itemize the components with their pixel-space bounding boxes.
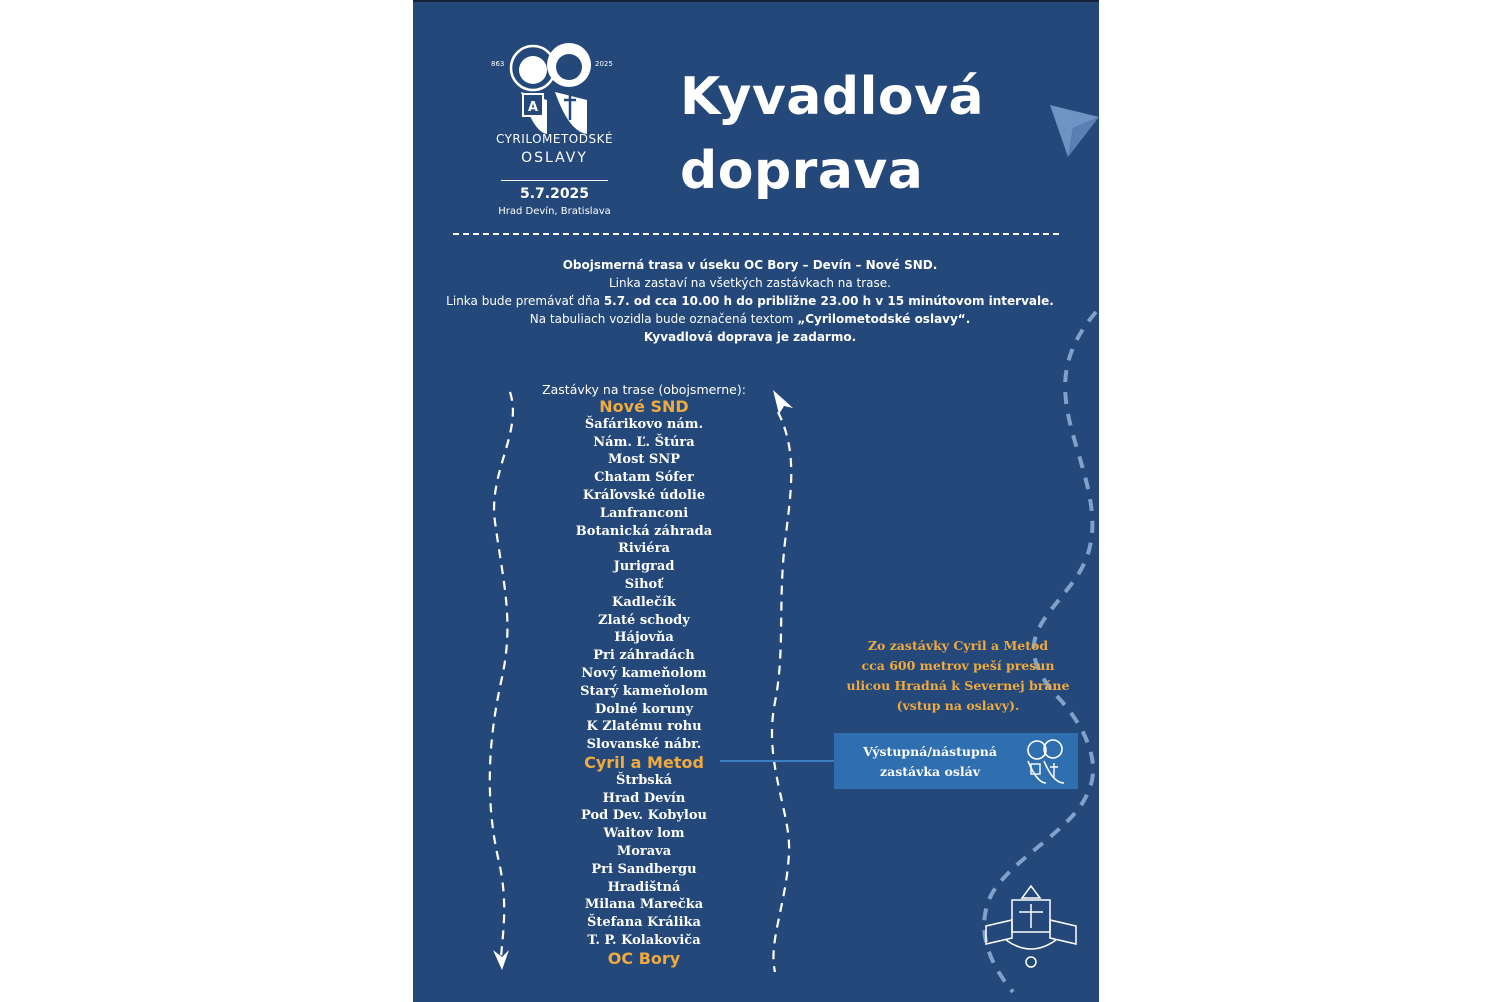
logo-place: Hrad Devín, Bratislava bbox=[498, 206, 611, 217]
stop-item: Starý kameňolom bbox=[580, 683, 708, 699]
logo-name-line1: CYRILOMETODSKÉ bbox=[495, 132, 614, 146]
boarding-text bbox=[842, 742, 1018, 782]
stop-item: Štefana Králika bbox=[587, 915, 701, 931]
stop-item: Milana Marečka bbox=[584, 897, 704, 913]
boarding-stop-box bbox=[834, 733, 1078, 789]
info-free: Kyvadlová doprava je zadarmo. bbox=[643, 330, 857, 344]
stop-item: Most SNP bbox=[608, 452, 680, 468]
logo-name-line2: OSLAVY bbox=[521, 150, 588, 166]
stop-item: Slovanské nábr. bbox=[586, 737, 702, 753]
stop-item: Riviéra bbox=[618, 541, 670, 557]
info-route: Obojsmerná trasa v úseku OC Bory – Devín – Nové SND. bbox=[562, 258, 938, 272]
stop-item: Jurigrad bbox=[613, 559, 675, 575]
stop-item: Nové SND bbox=[599, 397, 689, 416]
left-route-path bbox=[490, 392, 513, 957]
stop-item: Nám. Ľ. Štúra bbox=[593, 434, 695, 450]
title-line2: doprava bbox=[680, 141, 924, 201]
stop-item: Štrbská bbox=[615, 772, 673, 788]
stop-item: Cyril a Metod bbox=[584, 752, 704, 772]
right-route-path bbox=[772, 412, 791, 972]
stop-item: Chatam Sófer bbox=[594, 470, 694, 486]
church-emblem-icon bbox=[982, 882, 1080, 972]
stop-item: Šafárikovo nám. bbox=[584, 416, 704, 432]
stops-heading: Zastávky na trase (obojsmerne): bbox=[542, 382, 746, 397]
stop-item: Pri Sandbergu bbox=[591, 861, 697, 877]
stop-item: Pri záhradách bbox=[593, 648, 695, 664]
info-signage-prefix: Na tabuliach vozidla bude označená textom bbox=[529, 312, 798, 326]
stop-item: Hájovňa bbox=[614, 630, 674, 646]
stop-item: Morava bbox=[616, 843, 672, 859]
logo-date: 5.7.2025 bbox=[519, 186, 590, 202]
info-signage bbox=[420, 310, 1080, 328]
walk-note-line4: (vstup na oslavy). bbox=[896, 698, 1020, 713]
info-signage-text: „Cyrilometodské oslavy“. bbox=[797, 312, 971, 326]
info-schedule-prefix: Linka bude premávať dňa bbox=[446, 294, 604, 308]
stop-item: Nový kameňolom bbox=[581, 665, 707, 681]
boarding-line1: Výstupná/nástupná bbox=[863, 744, 997, 759]
stop-item: Pod Dev. Kobylou bbox=[581, 808, 707, 824]
route-info bbox=[420, 256, 1080, 346]
stop-item: T. P. Kolakoviča bbox=[587, 932, 701, 948]
stop-item: Hradištná bbox=[607, 879, 681, 895]
title-line1: Kyvadlová bbox=[680, 67, 985, 127]
stop-item: Hrad Devín bbox=[602, 790, 686, 806]
boarding-line2: zastávka osláv bbox=[880, 764, 980, 779]
dashed-divider bbox=[453, 233, 1059, 235]
stop-item: Kadlečík bbox=[612, 594, 676, 610]
walk-note bbox=[830, 636, 1086, 716]
stop-item: Sihoť bbox=[624, 576, 664, 592]
saints-small-icon bbox=[1020, 737, 1070, 785]
stop-item: K Zlatému rohu bbox=[586, 719, 702, 735]
stop-item: Waitov lom bbox=[603, 826, 685, 842]
page-title bbox=[680, 60, 1010, 208]
stop-item: Dolné koruny bbox=[594, 701, 694, 717]
walk-note-line1: Zo zastávky Cyril a Metod bbox=[867, 638, 1049, 653]
poster bbox=[413, 0, 1099, 1002]
info-schedule bbox=[420, 292, 1080, 310]
logo-year-start: 863 bbox=[491, 60, 505, 68]
svg-text:A: A bbox=[528, 100, 539, 115]
stop-item: Lanfranconi bbox=[599, 505, 689, 521]
festival-logo bbox=[487, 40, 622, 220]
stop-connector-line bbox=[720, 760, 835, 762]
up-arrow-icon bbox=[773, 390, 793, 414]
info-stops-all: Linka zastaví na všetkých zastávkach na trase. bbox=[609, 276, 891, 290]
walk-note-line3: ulicou Hradná k Severnej bráne bbox=[846, 678, 1070, 693]
stop-item: Kráľovské údolie bbox=[582, 487, 706, 503]
walk-note-line2: cca 600 metrov peší presun bbox=[861, 658, 1055, 673]
stop-item: OC Bory bbox=[607, 948, 681, 968]
stop-item: Zlaté schody bbox=[598, 612, 690, 628]
info-schedule-times: 5.7. od cca 10.00 h do približne 23.00 h v 15 minútovom intervale. bbox=[603, 294, 1054, 308]
logo-rule bbox=[501, 180, 608, 181]
stop-item: Botanická záhrada bbox=[575, 523, 713, 539]
logo-year-end: 2025 bbox=[595, 60, 613, 68]
stops-list bbox=[524, 398, 764, 968]
